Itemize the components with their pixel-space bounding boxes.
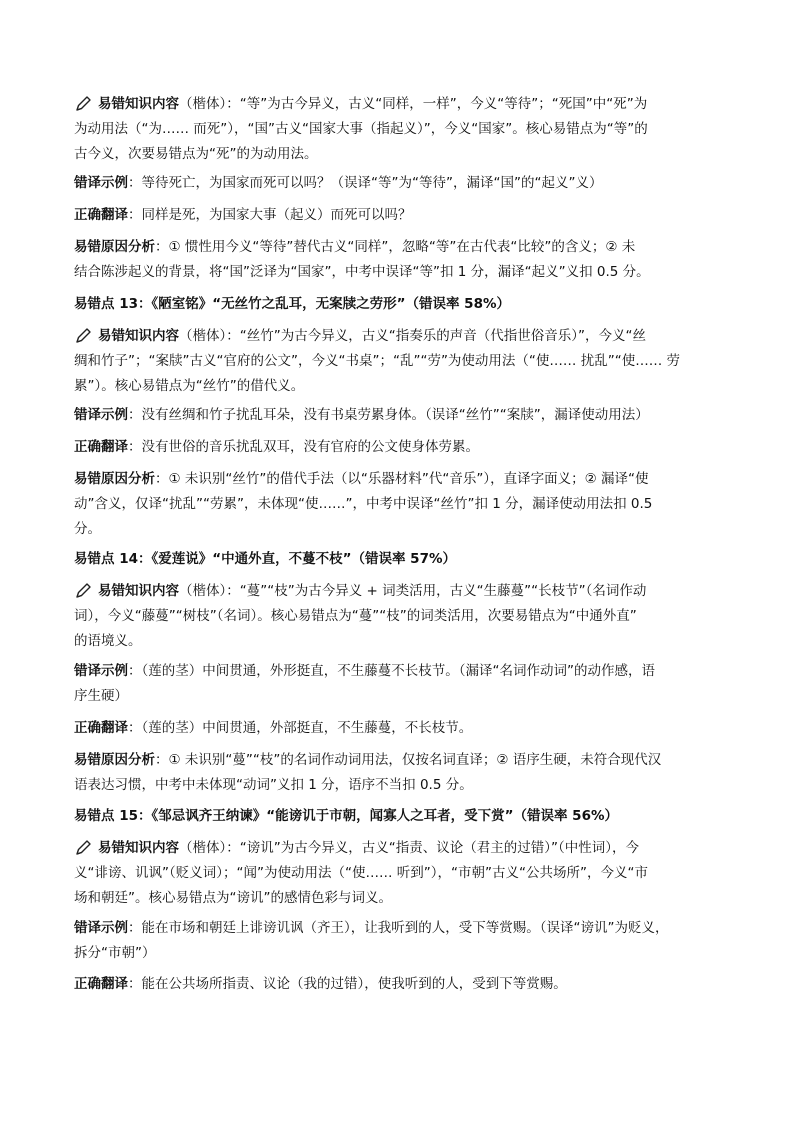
correct-label: 正确翻译	[74, 439, 128, 455]
text-line: 正确翻译：能在公共场所指责、议论（我的过错），使我听到的人，受到下等赏赐。	[74, 976, 567, 992]
knowledge-label: 易错知识内容	[98, 96, 179, 112]
pencil-icon	[74, 96, 92, 110]
text-line: 易错知识内容（楷体）：“蔓”“枝”为古今异义 + 词类活用，古义“生藤蔓”“长枝节”（名词作动	[74, 579, 742, 604]
wrong-label: 错译示例	[74, 407, 128, 423]
knowledge-block	[74, 92, 742, 167]
reason-block	[74, 235, 742, 285]
text-line: 正确翻译：（莲的茎）中间贯通，外部挺直，不生藤蔓，不长枝节。	[74, 720, 473, 736]
text-line: 序生硬）	[74, 688, 128, 704]
text-line: 错译示例：能在市场和朝廷上诽谤讥讽（齐王），让我听到的人，受下等赏赐。（误译“谤讥”为贬义，	[74, 920, 669, 936]
section-heading: 易错点 15：《邹忌讽齐王纳谏》“能谤讥于市朝，闻寡人之耳者，受下赏”（错误率 56%）	[74, 808, 618, 824]
pencil-icon	[74, 840, 92, 854]
wrong-label: 错译示例	[74, 920, 128, 936]
text-line: 正确翻译：没有世俗的音乐扰乱双耳，没有官府的公文使身体劳累。	[74, 439, 479, 455]
wrong-example-block	[74, 403, 742, 428]
text-line: 易错知识内容（楷体）：“等”为古今异义，古义“同样，一样”，今义“等待”；“死国”中“死”为	[74, 92, 742, 117]
text-line: 绸和竹子”；“案牍”古义“官府的公文”，今义“书桌”；“乱”“劳”为使动用法（“使…… 扰乱”“使…… 劳	[74, 353, 680, 369]
text-line: 为动用法（“为…… 而死”），“国”古义“国家大事（指起义）”，今义“国家”。核心易错点为“等”的	[74, 121, 648, 137]
text-line: 易错知识内容（楷体）：“谤讥”为古今异义，古义“指责、议论（君主的过错）”（中性词），今	[74, 836, 742, 861]
correct-label: 正确翻译	[74, 976, 128, 992]
text-line: 古今义，次要易错点为“死”的为动用法。	[74, 146, 318, 162]
text-line: 累”）。核心易错点为“丝竹”的借代义。	[74, 378, 305, 394]
knowledge-block	[74, 324, 742, 399]
pencil-icon	[74, 583, 92, 597]
reason-block	[74, 467, 742, 542]
wrong-label: 错译示例	[74, 663, 128, 679]
text-line: 易错原因分析：① 惯性用今义“等待”替代古义“同样”，忽略“等”在古代表“比较”的含义；② 未	[74, 239, 636, 255]
pencil-icon	[74, 328, 92, 342]
text-line: 分。	[74, 521, 101, 537]
reason-label: 易错原因分析	[74, 471, 155, 487]
text-line: 词），今义“藤蔓”“树枝”（名词）。核心易错点为“蔓”“枝”的词类活用，次要易错点为“中通外直”	[74, 608, 637, 624]
correct-translation-block	[74, 972, 742, 997]
correct-label: 正确翻译	[74, 207, 128, 223]
section-heading: 易错点 14：《爱莲说》“中通外直，不蔓不枝”（错误率 57%）	[74, 551, 456, 567]
reason-block	[74, 748, 742, 798]
knowledge-label: 易错知识内容	[98, 328, 179, 344]
text-line: 正确翻译：同样是死，为国家大事（起义）而死可以吗？	[74, 207, 412, 223]
text-line: 场和朝廷”。核心易错点为“谤讥”的感情色彩与词义。	[74, 890, 392, 906]
knowledge-label: 易错知识内容	[98, 583, 179, 599]
correct-translation-block	[74, 435, 742, 460]
text-line: 错译示例：（莲的茎）中间贯通，外形挺直，不生藤蔓不长枝节。（漏译“名词作动词”的动作感，语	[74, 663, 655, 679]
text-line: 动”含义，仅译“扰乱”“劳累”，未体现“使……”，中考中误译“丝竹”扣 1 分，漏译使动用法扣 0.5	[74, 496, 653, 512]
knowledge-label: 易错知识内容	[98, 840, 179, 856]
text-line: 结合陈涉起义的背景，将“国”泛译为“国家”，中考中误译“等”扣 1 分，漏译“起义”义扣 0.5 分。	[74, 264, 650, 280]
knowledge-block	[74, 836, 742, 911]
correct-label: 正确翻译	[74, 720, 128, 736]
reason-label: 易错原因分析	[74, 239, 155, 255]
text-line: 易错知识内容（楷体）：“丝竹”为古今异义，古义“指奏乐的声音（代指世俗音乐）”，今义“丝	[74, 324, 742, 349]
wrong-example-block	[74, 171, 742, 196]
section-heading: 易错点 13：《陋室铭》“无丝竹之乱耳，无案牍之劳形”（错误率 58%）	[74, 296, 510, 312]
reason-label: 易错原因分析	[74, 752, 155, 768]
text-line: 的语境义。	[74, 633, 142, 649]
wrong-label: 错译示例	[74, 175, 128, 191]
knowledge-block	[74, 579, 742, 654]
text-line: 易错原因分析：① 未识别“蔓”“枝”的名词作动词用法，仅按名词直译；② 语序生硬，未符合现代汉	[74, 752, 662, 768]
correct-translation-block	[74, 716, 742, 741]
correct-translation-block	[74, 203, 742, 228]
text-line: 易错原因分析：① 未识别“丝竹”的借代手法（以“乐器材料”代“音乐”），直译字面义；② 漏译“使	[74, 471, 649, 487]
wrong-example-block	[74, 659, 742, 709]
text-line: 语表达习惯，中考中未体现“动词”义扣 1 分，语序不当扣 0.5 分。	[74, 777, 473, 793]
text-line: 错译示例：等待死亡，为国家而死可以吗？（误译“等”为“等待”，漏译“国”的“起义”义）	[74, 175, 603, 191]
text-line: 错译示例：没有丝绸和竹子扰乱耳朵，没有书桌劳累身体。（误译“丝竹”“案牍”，漏译使动用法）	[74, 407, 649, 423]
wrong-example-block	[74, 916, 742, 966]
text-line: 拆分“市朝”）	[74, 945, 156, 961]
text-line: 义“诽谤、讥讽”（贬义词）；“闻”为使动用法（“使…… 听到”），“市朝”古义“公共场所”，今义“市	[74, 865, 648, 881]
